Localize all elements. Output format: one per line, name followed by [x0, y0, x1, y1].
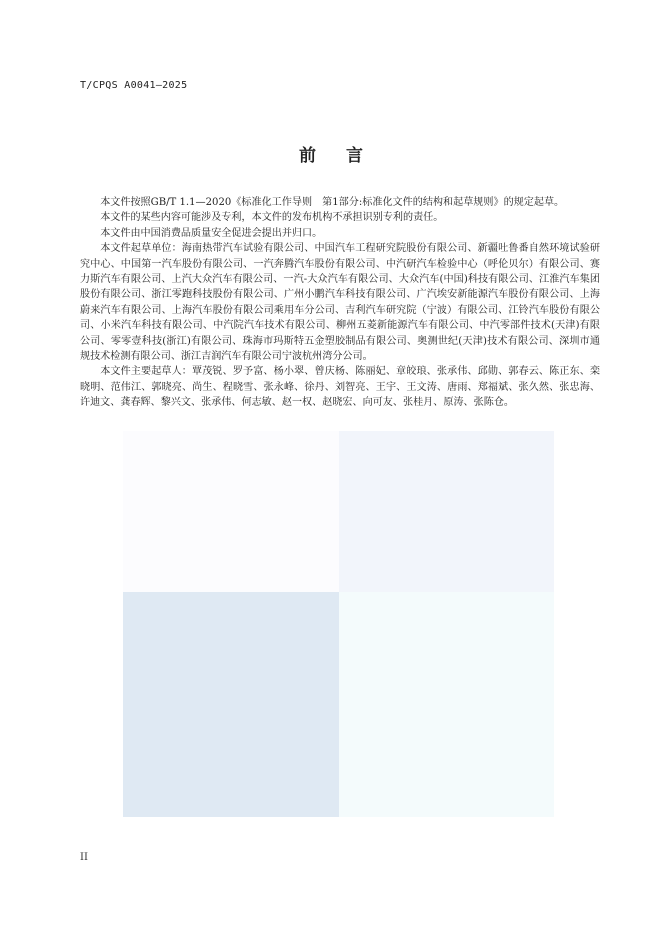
paragraph-patent-notice: 本文件的某些内容可能涉及专利，本文件的发布机构不承担识别专利的责任。: [100, 212, 444, 224]
page-number: II: [80, 852, 88, 863]
watermark-block-top-right: [339, 431, 554, 592]
watermark-block-top-left: [123, 431, 339, 592]
watermark-block-bottom-right: [339, 592, 554, 817]
paragraph-drafters: 本文件主要起草人：覃茂锐、罗予富、杨小翠、曾庆杨、陈丽妃、章皎琅、张承伟、邱勋、郭春云、陈正东、栾晓明、范伟江、郭晓亮、尚生、程晓雪、张永峰、徐丹、刘智亮、王宇、王文涛、唐雨、郑福斌、张久然、张忠海、许迪文、龚春辉、黎兴文、张承伟、何志敏、赵一权、赵晓宏、向可友、张桂月、原涛、张陈仓。: [80, 366, 600, 409]
foreword-body: [80, 195, 600, 411]
page-title: [0, 141, 662, 166]
watermark-block-bottom-left: [123, 592, 339, 817]
document-code: T/CPQS A0041—2025: [80, 80, 188, 91]
paragraph-drafting-units: 本文件起草单位：海南热带汽车试验有限公司、中国汽车工程研究院股份有限公司、新疆吐鲁番自然环境试验研究中心、中国第一汽车股份有限公司、一汽奔腾汽车股份有限公司、中汽研汽车检验中心（呼伦贝尔）有限公司、赛力斯汽车有限公司、上汽大众汽车有限公司、一汽-大众汽车有限公司、大众汽车(中国)科技有限公司、江淮汽车集团股份有限公司、浙江零跑科技股份有限公司、广州小鹏汽车科技有限公司、广汽埃安新能源汽车股份有限公司、上海蔚来汽车有限公司、上海汽车股份有限公司乘用车分公司、吉利汽车研究院（宁波）有限公司、江铃汽车股份有限公司、小米汽车科技有限公司、中汽院汽车技术有限公司、柳州五菱新能源汽车有限公司、中汽零部件技术(天津)有限公司、零零壹科技(浙江)有限公司、珠海市玛斯特五金塑胶制品有限公司、奥测世纪(天津)技术有限公司、深圳市通规技术检测有限公司、浙江吉润汽车有限公司宁波杭州湾分公司。: [80, 243, 600, 363]
paragraph-standard-basis: 本文件按照GB/T 1.1—2020《标准化工作导则 第1部分:标准化文件的结构和起草规则》的规定起草。: [100, 197, 565, 208]
title-char-1: 前: [299, 146, 316, 166]
paragraph-proposer: 本文件由中国消费品质量安全促进会提出并归口。: [100, 227, 323, 239]
title-char-2: 言: [346, 146, 363, 166]
